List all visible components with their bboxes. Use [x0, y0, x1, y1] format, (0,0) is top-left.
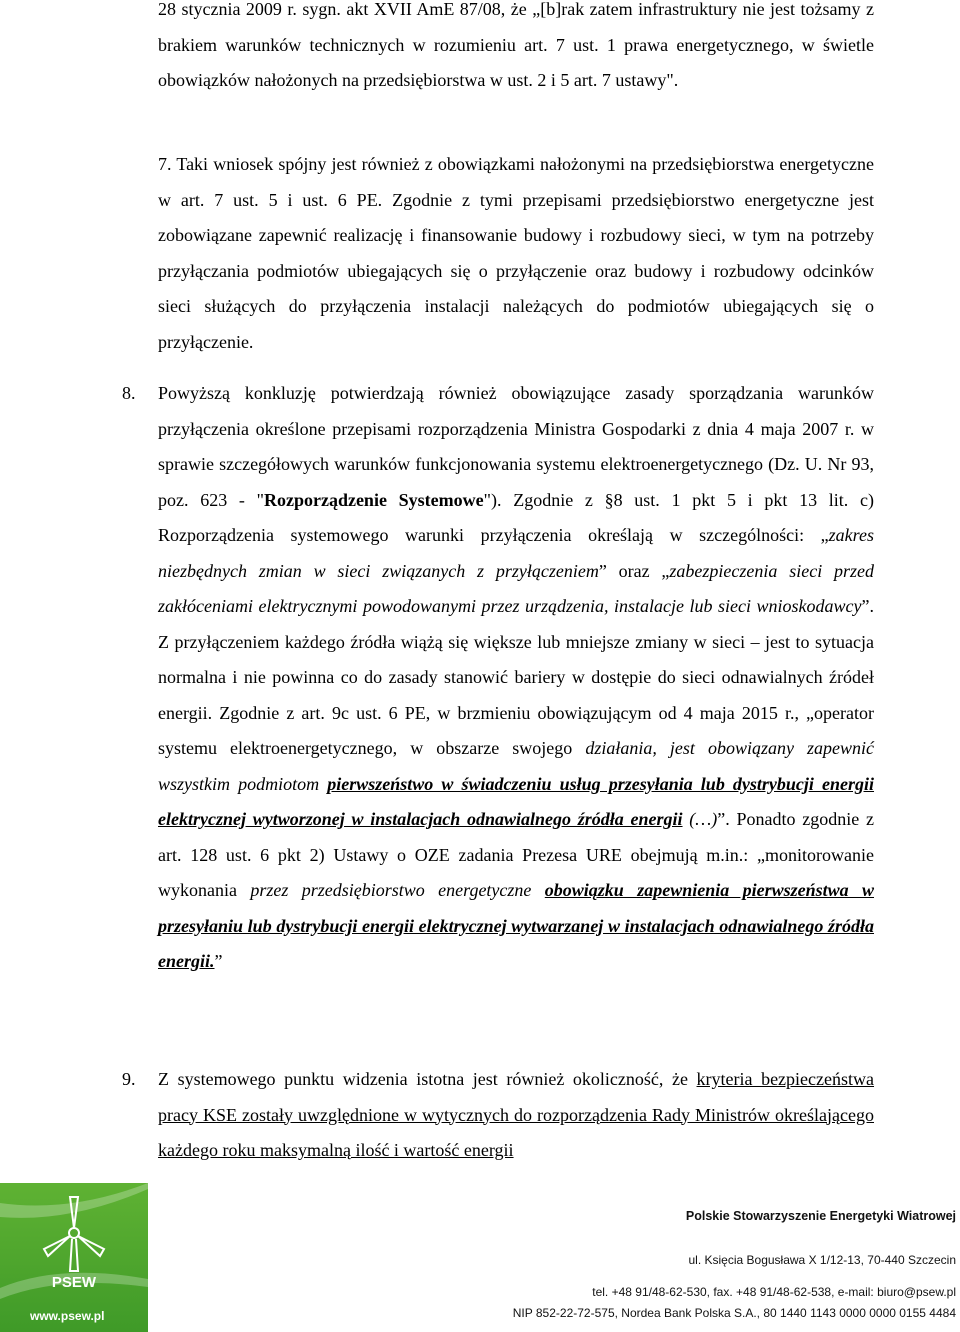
paragraph-9	[122, 1062, 875, 1169]
text-segment: Z systemowego punktu widzenia istotna jest również okoliczność, że	[158, 1069, 697, 1089]
paragraph-number: 7.	[158, 154, 172, 174]
italic-quote: zabezpieczenia sieci przed zakłóceniami elektrycznymi powodowanymi przez urządzenia, instalacje lub sieci wnioskodawcy	[158, 560, 875, 616]
paragraph-number: 8.	[122, 383, 136, 403]
italic-quote: przez przedsiębiorstwo energetyczne	[250, 880, 545, 900]
text-segment: Powyższą konkluzję potwierdzają również obowiązujące zasady sporządzania warunków przyłączenia określone przepisami rozporządzenia Ministra Gospodarki z dnia 4 maja 2007 r. w sprawie szczegółowych warunków funkcjonowania systemu elektroenergetycznego (Dz. U. Nr 93, poz. 623 - "	[158, 383, 874, 510]
paragraph-number: 9.	[122, 1069, 136, 1089]
italic-quote: (…)	[682, 809, 718, 829]
organization-name: Polskie Stowarzyszenie Energetyki Wiatrowej	[685, 1209, 956, 1223]
bold-italic-underlined-quote: obowiązku zapewnienia pierwszeństwa w przesyłaniu lub dystrybucji energii elektrycznej wytwarzanej w instalacjach odnawialnego źródła energii.	[158, 880, 874, 971]
address-line: ul. Księcia Bogusława X 1/12-13, 70-440 Szczecin	[688, 1253, 956, 1267]
continuation-text: 28 stycznia 2009 r. sygn. akt XVII AmE 87/08, że „[b]rak zatem infrastruktury nie jest tożsamy z brakiem warunków technicznych w rozumieniu art. 7 ust. 1 prawa energetycznego, w świetle obowiązków nałożonych na przedsiębiorstwa w ust. 2 i 5 art. 7 ustawy".	[158, 0, 874, 90]
website-link[interactable]: www.psew.pl	[30, 1309, 105, 1323]
bold-italic-underlined-quote: pierwszeństwo w świadczeniu usług przesyłania lub dystrybucji energii elektrycznej wytworzonej w instalacjach odnawialnego źródła energii	[158, 773, 875, 829]
paragraph-text: Taki wniosek spójny jest również z obowiązkami nałożonymi na przedsiębiorstwa energetyczne w art. 7 ust. 5 i ust. 6 PE. Zgodnie z tymi przepisami przedsiębiorstwo energetyczne jest zobowiązane zapewnić realizację i finansowanie budowy i rozbudowy sieci, w tym na potrzeby przyłączania podmiotów ubiegających się o przyłączenie oraz budowy i rozbudowy odcinków sieci służących do przyłączenia instalacji należących do podmiotów ubiegających się o przyłączenie.	[158, 154, 874, 352]
paragraph-8	[122, 376, 875, 980]
paragraph-continuation	[158, 0, 874, 99]
bold-term: Rozporządzenie Systemowe	[263, 489, 484, 510]
italic-quote: działania, jest obowiązany zapewnić wszystkim podmiotom	[158, 738, 874, 794]
text-segment: ”	[214, 951, 223, 971]
underlined-text: kryteria bezpieczeństwa pracy KSE zostały uwzględnione w wytycznych do rozporządzenia Rady Ministrów określającego każdego roku maksymalną ilość i wartość energii	[158, 1069, 875, 1160]
italic-quote: zakres niezbędnych zmian w sieci związanych z przyłączeniem	[158, 525, 874, 581]
paragraph-7	[158, 147, 874, 360]
text-segment: ”. Z przyłączeniem każdego źródła wiążą się większe lub mniejsze zmiany w sieci – jest to sytuacja normalna i nie powinna co do zasady stanowić bariery w dostępie do sieci odnawialnych źródeł energii. Zgodnie z art. 9c ust. 6 PE, w brzmieniu obowiązującym od 4 maja 2015 r., „operator systemu elektroenergetycznego, w obszarze swojego	[158, 596, 874, 758]
text-segment: "). Zgodnie z §8 ust. 1 pkt 5 i pkt 13 lit. c) Rozporządzenia systemowego warunki przyłączenia określają w szczególności: „	[158, 489, 874, 545]
text-segment: ”. Ponadto zgodnie z art. 128 ust. 6 pkt 2) Ustawy o OZE zadania Prezesa URE obejmują m.in.: „monitorowanie wykonania	[158, 809, 874, 900]
contact-line: tel. +48 91/48-62-530, fax. +48 91/48-62-538, e-mail: biuro@psew.pl	[592, 1285, 956, 1299]
bank-details-line: NIP 852-22-72-575, Nordea Bank Polska S.A., 80 1440 1143 0000 0000 0155 4484	[512, 1306, 956, 1320]
text-segment: ” oraz „	[598, 560, 670, 581]
logo-text: PSEW	[51, 1274, 97, 1291]
